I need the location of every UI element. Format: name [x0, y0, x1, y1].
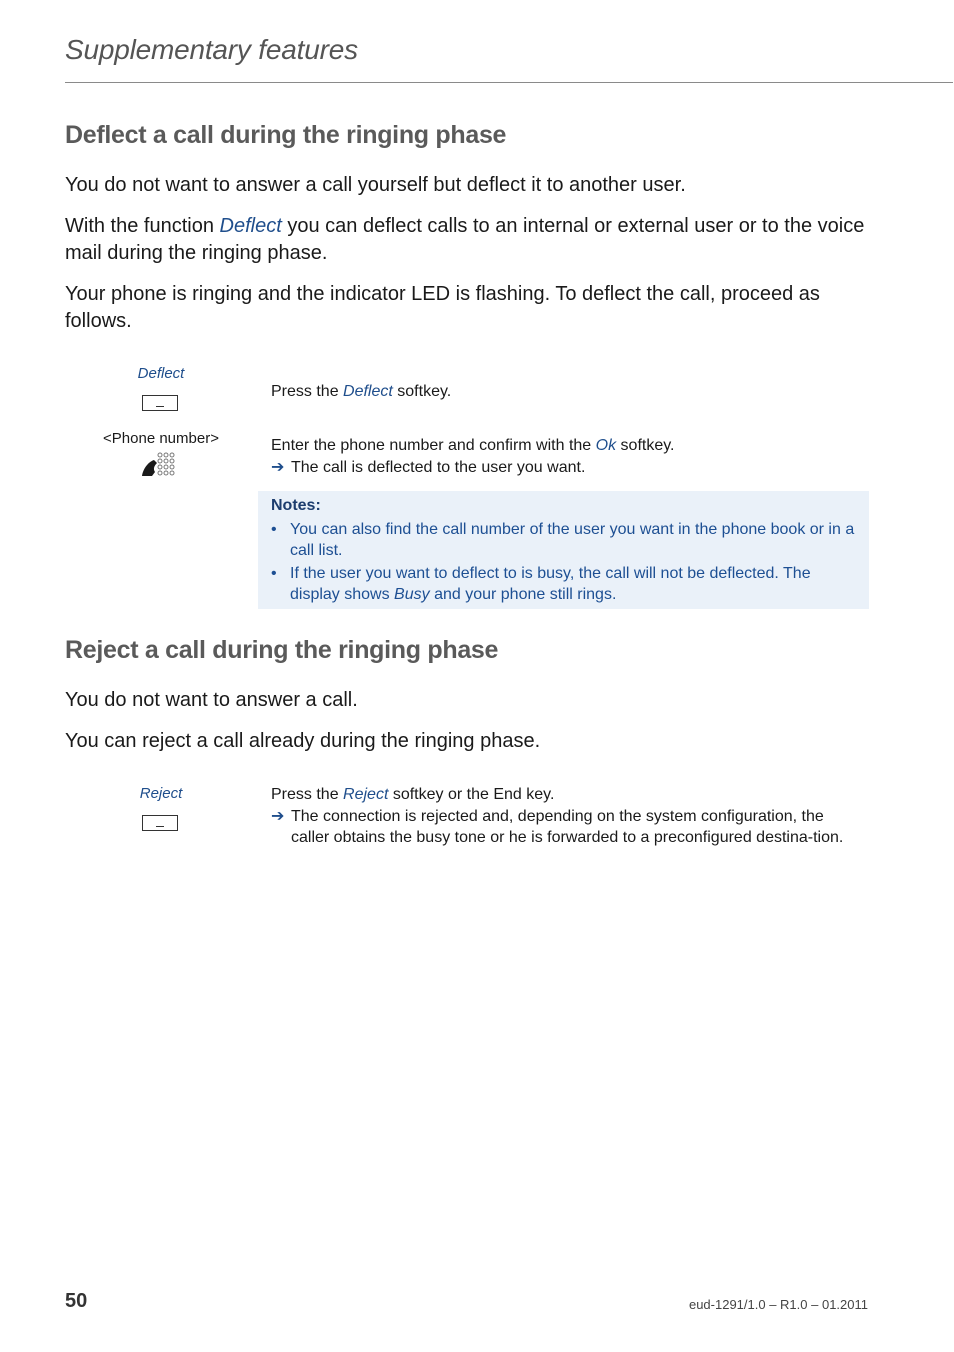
page-number: 50 [65, 1290, 88, 1312]
notes-list [271, 519, 856, 606]
section-heading-deflect: Deflect a call during the ringing phase [65, 121, 507, 149]
function-pre: With the function [65, 215, 220, 237]
step2-pre: Enter the phone number and confirm with the [271, 437, 596, 454]
reject-step-instruction [271, 784, 861, 849]
reject-can-paragraph: You can reject a call already during the ringing phase. [65, 730, 541, 752]
function-term: Deflect [219, 215, 282, 237]
reject-intro: You do not want to answer a call. [65, 689, 358, 711]
softkey-icon [142, 815, 178, 831]
reject-step-term: Reject [343, 786, 389, 803]
step1-post: softkey. [392, 383, 452, 400]
note-item-term: Busy [394, 585, 430, 603]
step2-term: Ok [595, 437, 617, 454]
step2-result [271, 457, 861, 479]
function-post: you can deflect calls to an internal or external user or to the voice mail during the ringing phase. [65, 215, 865, 264]
reject-step-pre: Press the [271, 786, 344, 803]
step1-term: Deflect [343, 383, 393, 400]
document-id: eud-1291/1.0 – R1.0 – 01.2011 [688, 1297, 868, 1312]
deflect-step2-instruction [271, 435, 861, 478]
deflect-ringing-paragraph: Your phone is ringing and the indicator LED is flashing. To deflect the call, proceed as follows. [65, 283, 820, 332]
deflect-softkey-label: Deflect [137, 365, 185, 382]
bullet-icon: • [271, 521, 277, 538]
note-item [271, 563, 856, 606]
reject-softkey-label: Reject [139, 785, 183, 802]
step2-result-text: The call is deflected to the user you want. [291, 458, 586, 476]
keypad-icon [140, 452, 176, 478]
note-item [271, 519, 856, 562]
reject-step-post: softkey or the End key. [388, 786, 555, 803]
deflect-function-paragraph [65, 213, 875, 267]
deflect-step1-instruction [271, 381, 861, 403]
notes-title: Notes: [271, 497, 321, 514]
note-item-text: You can also find the call number of the user you want in the phone book or in a call list. [290, 521, 855, 560]
softkey-icon [142, 395, 178, 411]
note-item-text: If the user you want to deflect to is busy, the call will not be deflected. The display shows [290, 564, 811, 603]
arrow-right-icon: ➔ [271, 458, 285, 476]
note-item-text: and your phone still rings. [429, 585, 617, 603]
step1-pre: Press the [271, 383, 344, 400]
header-divider [65, 82, 953, 83]
section-heading-reject: Reject a call during the ringing phase [65, 636, 499, 664]
deflect-intro: You do not want to answer a call yourself but deflect it to another user. [65, 174, 686, 196]
arrow-right-icon: ➔ [271, 807, 285, 825]
bullet-icon: • [271, 564, 277, 582]
page-header-title: Supplementary features [65, 34, 358, 65]
notes-box [258, 491, 869, 609]
phone-number-label: <Phone number> [103, 430, 219, 447]
reject-step-result [271, 806, 861, 849]
step2-post: softkey. [616, 437, 675, 454]
reject-result-text: The connection is rejected and, depending on the system configuration, the caller obtains the busy tone or he is forwarded to a preconfigured destina-tion. [291, 807, 844, 846]
